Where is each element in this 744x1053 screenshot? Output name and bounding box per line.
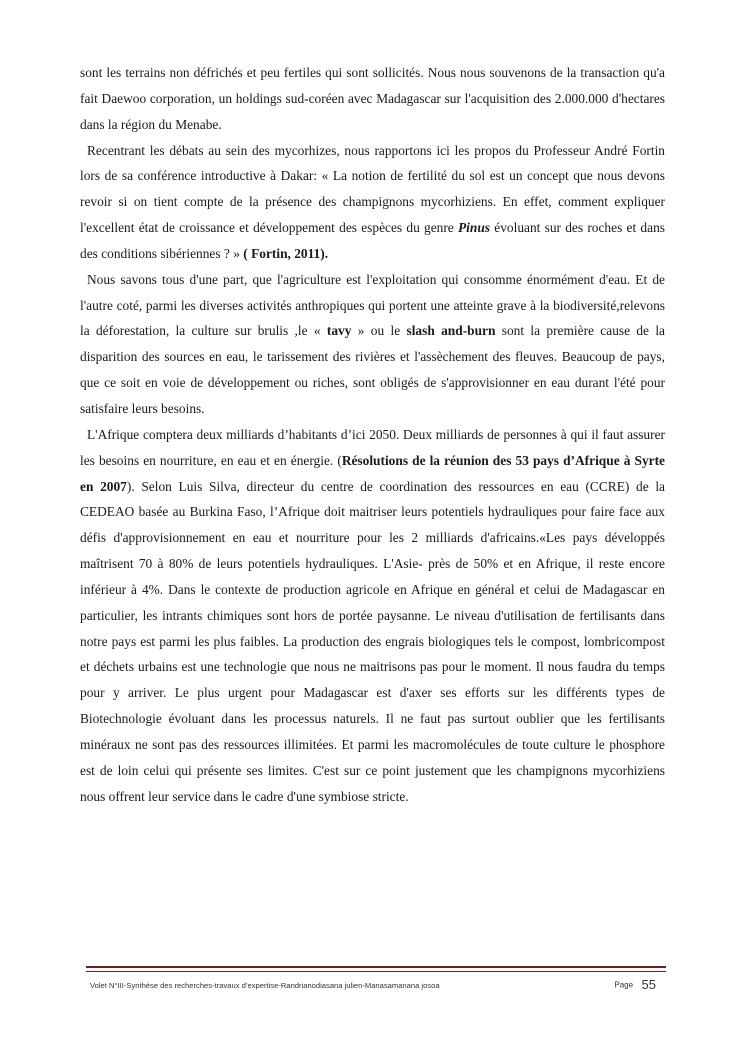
footer-divider-thin: [86, 971, 666, 972]
bold-text: slash and-burn: [406, 323, 496, 339]
bold-text: ( Fortin, 2011).: [243, 245, 329, 261]
text-run: » ou le: [351, 323, 407, 339]
page-number: 55: [641, 977, 656, 993]
text-run: évoluant sur des roches et dans des conditions sibériennes ? »: [80, 220, 665, 261]
page-number-box: [614, 976, 656, 994]
paragraph: [80, 267, 665, 422]
footer-text: Volet N°III-Synthèse des recherches-travaux d’expertise-Randrianodiasana julien-Manasamanana josoa: [90, 981, 440, 990]
text-run: sont la première cause de la disparition des sources en eau, le tarissement des rivières et l'assèchement des fleuves. Beaucoup de pays, que ce soit en voie de développement ou riches, sont obligés de s'approvisionner en eau durant l'été pour satisfaire leurs besoins.: [80, 323, 665, 416]
text-run: ). Selon Luis Silva, directeur du centre de coordination des ressources en eau (CCRE) de la CEDEAO basée au Burkina Faso, l’Afrique doit maitriser leurs potentiels hydrauliques pour faire face aux défis d'approvisionnement en eau et nourriture pour les 2 milliards d'africains.«Les pays développés maîtrisent 70 à 80% de leurs potentiels hydrauliques. L'Asie- près de 50% et en Afrique, il reste encore inférieur à 4%. Dans le contexte de production agricole en Afrique en général et celui de Madagascar en particulier, les intrants chimiques sont hors de portée paysanne. Le niveau d'utilisation de fertilisants dans notre pays est parmi les plus faibles. La production des engrais biologiques tels le compost, lombricompost et déchets urbains est une technologie que nous ne maitrisons pas pour le moment. Il nous faudra du temps pour y arriver. Le plus urgent pour Madagascar est d'axer ses efforts sur les différents types de Biotechnologie évoluant dans les processus naturels. Il ne faut pas surtout oublier que les fertilisants minéraux ne sont pas des ressources illimitées. Et parmi les macromolécules de toute culture le phosphore est de loin celui qui présente ses limites. C'est sur ce point justement que les champignons mycorhiziens nous offrent leur service dans le cadre d'une symbiose stricte.: [80, 478, 665, 804]
text-run: L'Afrique comptera deux milliards d’habitants d’ici 2050. Deux milliards de personnes à qui il faut assurer les besoins en nourriture, en eau et en énergie. (: [80, 426, 665, 468]
paragraph: [80, 138, 665, 267]
document-body: [80, 60, 665, 809]
page-label: Page: [614, 980, 634, 990]
footer-divider: [86, 966, 666, 968]
paragraph: [80, 60, 665, 138]
bold-text: tavy: [326, 323, 352, 339]
text-run: sont les terrains non défrichés et peu fertiles qui sont sollicités. Nous nous souvenons de la transaction qu'a fait Daewoo corporation, un holdings sud-coréen avec Madagascar sur l'acquisition des 2.000.000 d'hectares dans la région du Menabe.: [80, 65, 665, 132]
text-run: Recentrant les débats au sein des mycorhizes, nous rapportons ici les propos du Professeur André Fortin lors de sa conférence introductive à Dakar: « La notion de fertilité du sol est un concept que nous devons revoir si on tient compte de la présence des champignons mycorhiziens. En effet, comment expliquer l'excellent état de croissance et développement des espèces du genre: [80, 142, 665, 236]
text-run: Nous savons tous d'une part, que l'agriculture est l'exploitation qui consomme énormément d'eau. Et de l'autre coté, parmi les diverses activités anthropiques qui portent une atteinte grave à la biodiversité,relevons la déforestation, la culture sur brulis ,le «: [80, 271, 665, 339]
paragraph: [80, 422, 665, 810]
page-footer: [86, 976, 666, 996]
bold-text: Résolutions de la réunion des 53 pays d’Afrique à Syrte en 2007: [80, 452, 665, 494]
bold-italic-text: Pinus: [458, 220, 491, 236]
